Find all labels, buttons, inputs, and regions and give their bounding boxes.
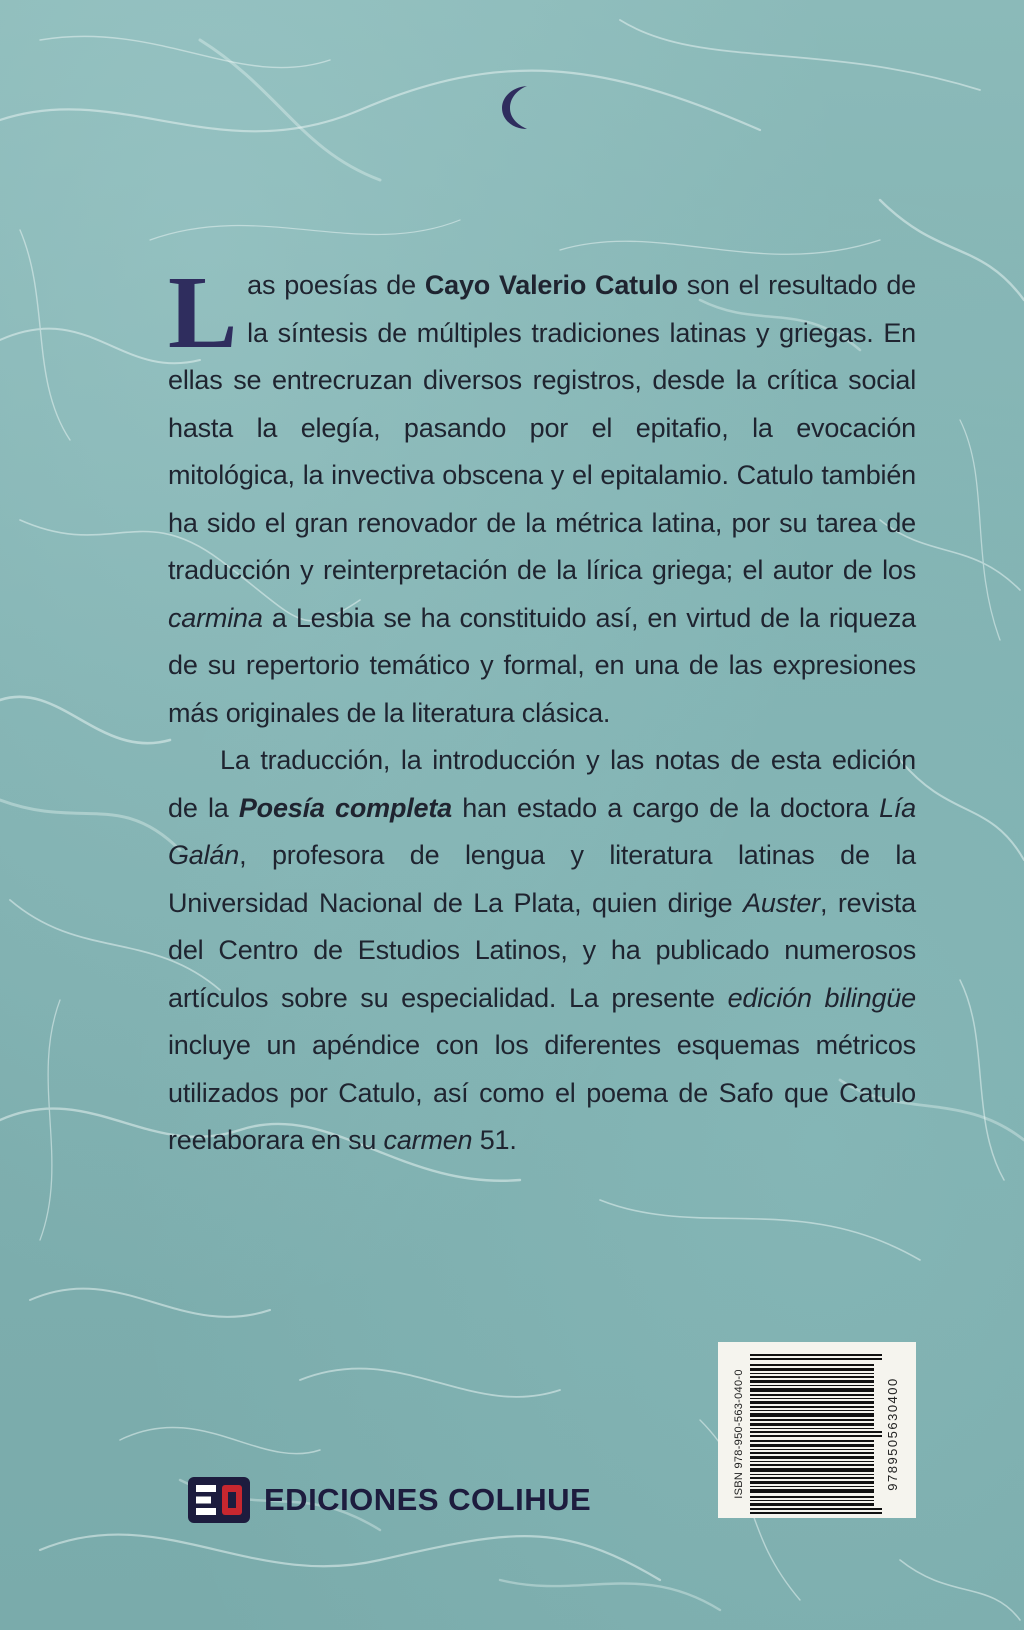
blurb-text: as poesías de [247, 270, 425, 300]
blurb-text: La traducción, la introducción y las notas de esta edición de la [168, 745, 916, 823]
barcode-icon [750, 1350, 882, 1518]
barcode-label [718, 1342, 916, 1518]
blurb-paragraph-2 [168, 737, 916, 1165]
book-title: Poesía completa [238, 792, 452, 823]
carmina-term: carmina [168, 602, 263, 633]
barcode-rotated [730, 1350, 904, 1518]
blurb-paragraph-1 [168, 255, 916, 737]
author-name: Cayo Valerio Catulo [424, 270, 678, 300]
blurb-text: han estado a cargo de la doctora [451, 792, 880, 823]
drop-cap: L [168, 255, 238, 370]
blurb-text: 51. [472, 1125, 517, 1155]
translator-name: Lía Galán [168, 792, 916, 870]
ediciones-colihue-logo-icon [188, 1477, 250, 1523]
journal-name: Auster [743, 887, 820, 918]
crescent-moon-icon [494, 82, 544, 132]
blurb-text: , revista del Centro de Estudios Latinos, y ha publicado numerosos artículos sobre su especialidad. La presente [168, 887, 916, 1013]
carmen-term: carmen [383, 1125, 473, 1155]
barcode-number: 9789505630400 [885, 1377, 900, 1491]
blurb-text: , profesora de lengua y literatura latinas de la Universidad Nacional de La Plata, quien dirige [168, 840, 916, 918]
blurb-text: a Lesbia se ha constituido así, en virtud de la riqueza de su repertorio temático y formal, en una de las expresiones más originales de la literatura clásica. [168, 602, 916, 728]
edition-type: edición bilingüe [727, 982, 916, 1013]
publisher-name: EDICIONES COLIHUE [264, 1482, 592, 1517]
publisher-imprint [188, 1474, 591, 1526]
isbn-text: ISBN 978-950-563-040-0 [733, 1369, 745, 1499]
blurb [168, 255, 916, 1165]
blurb-text: son el resultado de la síntesis de múltiples tradiciones latinas y griegas. En ellas se entrecruzan diversos registros, desde la crítica social hasta la elegía, pasando por el epitafio, la evocación mitológica, la invectiva obscena y el epitalamio. Catulo también ha sido el gran renovador de la métrica latina, por su tarea de traducción y reinterpretación de la lírica griega; el autor de los [168, 270, 916, 585]
blurb-text: incluye un apéndice con los diferentes esquemas métricos utilizados por Catulo, así como el poema de Safo que Catulo reelaborara en su [168, 1030, 916, 1155]
